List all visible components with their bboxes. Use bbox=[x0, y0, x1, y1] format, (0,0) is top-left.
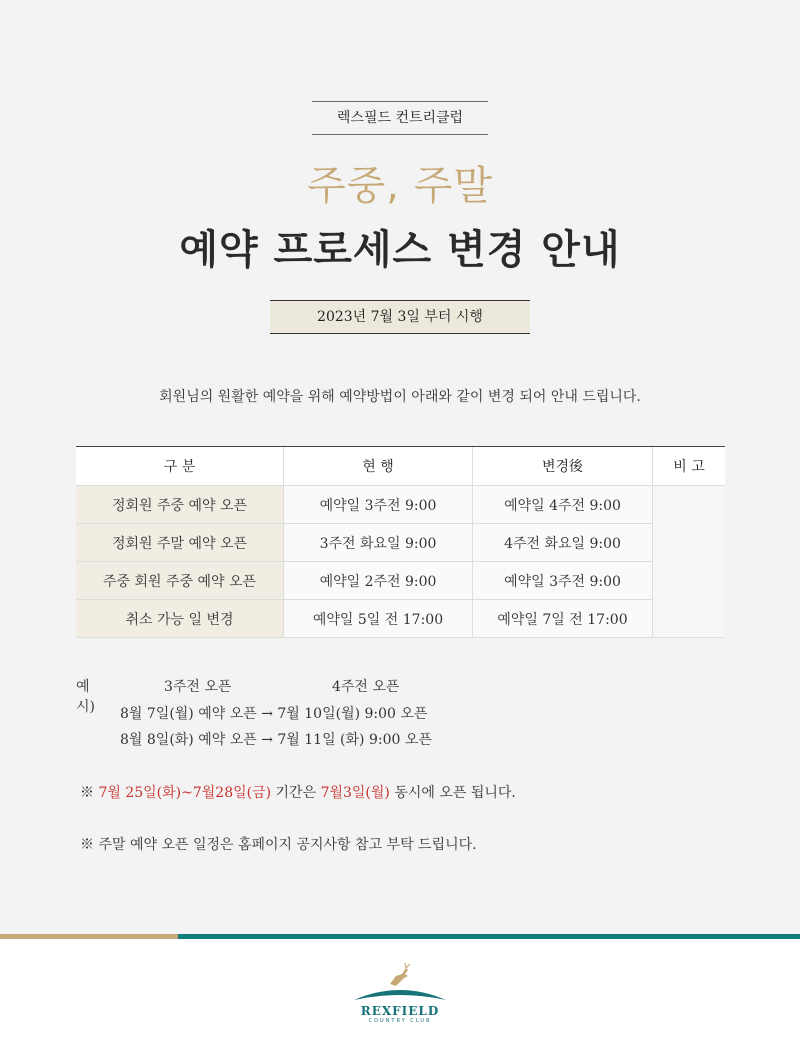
logo-name: REXFIELD bbox=[360, 1004, 440, 1018]
examples-col-3weeks: 3주전 오픈 bbox=[164, 679, 232, 695]
title-weekday-weekend: 주중, 주말 bbox=[307, 163, 493, 209]
schedule-table bbox=[76, 446, 725, 638]
logo-sub: COUNTRY CLUB bbox=[368, 1018, 432, 1024]
row-current: 예약일 5일 전 17:00 bbox=[284, 600, 473, 638]
notice-open-period bbox=[80, 782, 516, 802]
row-changed: 4주전 화요일 9:00 bbox=[473, 524, 653, 562]
row-changed: 예약일 3주전 9:00 bbox=[473, 562, 653, 600]
row-changed: 예약일 4주전 9:00 bbox=[473, 486, 653, 524]
brand-header bbox=[0, 101, 800, 135]
table-row bbox=[76, 600, 725, 638]
row-current: 예약일 3주전 9:00 bbox=[284, 486, 473, 524]
effective-date-wrap bbox=[0, 300, 800, 334]
header-note: 비 고 bbox=[653, 447, 726, 486]
notice-prefix: ※ bbox=[80, 785, 99, 801]
header-category: 구 분 bbox=[76, 447, 284, 486]
rexfield-logo bbox=[350, 960, 450, 1030]
notice-weekend-schedule: ※ 주말 예약 오픈 일정은 홈페이지 공지사항 참고 부탁 드립니다. bbox=[80, 837, 477, 853]
table-header-row bbox=[76, 447, 725, 486]
notice-middle: 기간은 bbox=[271, 785, 321, 801]
header-changed: 변경後 bbox=[473, 447, 653, 486]
table-row bbox=[76, 486, 725, 524]
example-line: 8월 7일(월) 예약 오픈 → 7월 10일(월) 9:00 오픈 bbox=[120, 706, 428, 722]
row-category: 정회원 주중 예약 오픈 bbox=[76, 486, 284, 524]
row-note bbox=[653, 486, 726, 638]
examples-col-4weeks: 4주전 오픈 bbox=[332, 679, 400, 695]
row-category: 정회원 주말 예약 오픈 bbox=[76, 524, 284, 562]
row-category: 취소 가능 일 변경 bbox=[76, 600, 284, 638]
table-row bbox=[76, 562, 725, 600]
notice-suffix: 동시에 오픈 됩니다. bbox=[389, 785, 516, 801]
brand-name: 렉스필드 컨트리클럽 bbox=[312, 101, 488, 135]
row-changed: 예약일 7일 전 17:00 bbox=[473, 600, 653, 638]
row-category: 주중 회원 주중 예약 오픈 bbox=[76, 562, 284, 600]
effective-date: 2023년 7월 3일 부터 시행 bbox=[270, 300, 530, 334]
header-current: 현 행 bbox=[284, 447, 473, 486]
notice-date: 7월3일(월) bbox=[320, 785, 390, 801]
deer-icon bbox=[350, 960, 450, 1006]
table-row bbox=[76, 524, 725, 562]
examples-label: 예시) bbox=[76, 679, 95, 715]
row-current: 예약일 2주전 9:00 bbox=[284, 562, 473, 600]
row-current: 3주전 화요일 9:00 bbox=[284, 524, 473, 562]
notice-period: 7월 25일(화)~7월28일(금) bbox=[98, 785, 272, 801]
example-line: 8월 8일(화) 예약 오픈 → 7월 11일 (화) 9:00 오픈 bbox=[120, 732, 432, 748]
title-main: 예약 프로세스 변경 안내 bbox=[179, 227, 621, 273]
intro-text: 회원님의 원활한 예약을 위해 예약방법이 아래와 같이 변경 되어 안내 드립니다. bbox=[159, 389, 641, 405]
